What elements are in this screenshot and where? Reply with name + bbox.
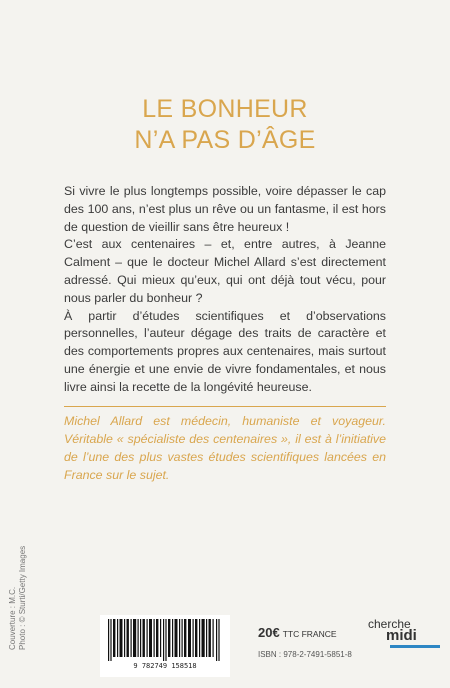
barcode-bars bbox=[108, 619, 222, 661]
barcode-number: 9 782749 158518 bbox=[133, 662, 197, 670]
blurb-paragraph-3: À partir d’études scientifiques et d’observations personnelles, l’auteur dégage des traits de caractère et des comportements propres aux centenaires, mais surtout une énergie et une envie de vivre fondamentales, et nous livre ainsi la recette de la longévité heureuse. bbox=[64, 308, 386, 394]
credits-photo: Photo : © Sturti/Getty Images bbox=[18, 545, 27, 650]
price bbox=[258, 625, 337, 640]
author-bio bbox=[64, 412, 386, 484]
price-note: TTC FRANCE bbox=[282, 629, 337, 639]
cover-credits bbox=[8, 546, 28, 650]
title-line-1: LE BONHEUR bbox=[142, 95, 308, 123]
blurb bbox=[64, 183, 386, 397]
author-bio-text: Michel Allard est médecin, humaniste et voyageur. Véritable « spécialiste des centenaires », il est à l’initiative de l’une des plus vastes études scientifiques lancées en France sur le sujet. bbox=[64, 414, 386, 482]
publisher-name-line-1: cherche bbox=[368, 617, 411, 631]
blurb-paragraph-2: C’est aux centenaires – et, entre autres, à Jeanne Calment – que le docteur Michel Allard s’est directement adressé. Qui mieux qu’eux, qui ont déjà tout vécu, pour nous parler du bonheur ? bbox=[64, 237, 386, 305]
book-title bbox=[0, 94, 450, 156]
separator-line bbox=[64, 406, 386, 407]
publisher-name-line-2: midi bbox=[386, 627, 417, 644]
isbn: ISBN : 978-2-7491-5851-8 bbox=[258, 650, 352, 659]
publisher-logo bbox=[368, 618, 438, 642]
publisher-logo-bar bbox=[390, 645, 440, 648]
title-line-2: N’A PAS D’ÂGE bbox=[134, 126, 316, 154]
barcode bbox=[100, 615, 230, 677]
price-amount: 20€ bbox=[258, 625, 280, 640]
credits-cover: Couverture : M.C. bbox=[8, 586, 17, 650]
blurb-paragraph-1: Si vivre le plus longtemps possible, voire dépasser le cap des 100 ans, n’est plus un rêve ou un fantasme, il est hors de question de vieillir sans être heureux ! bbox=[64, 184, 386, 234]
